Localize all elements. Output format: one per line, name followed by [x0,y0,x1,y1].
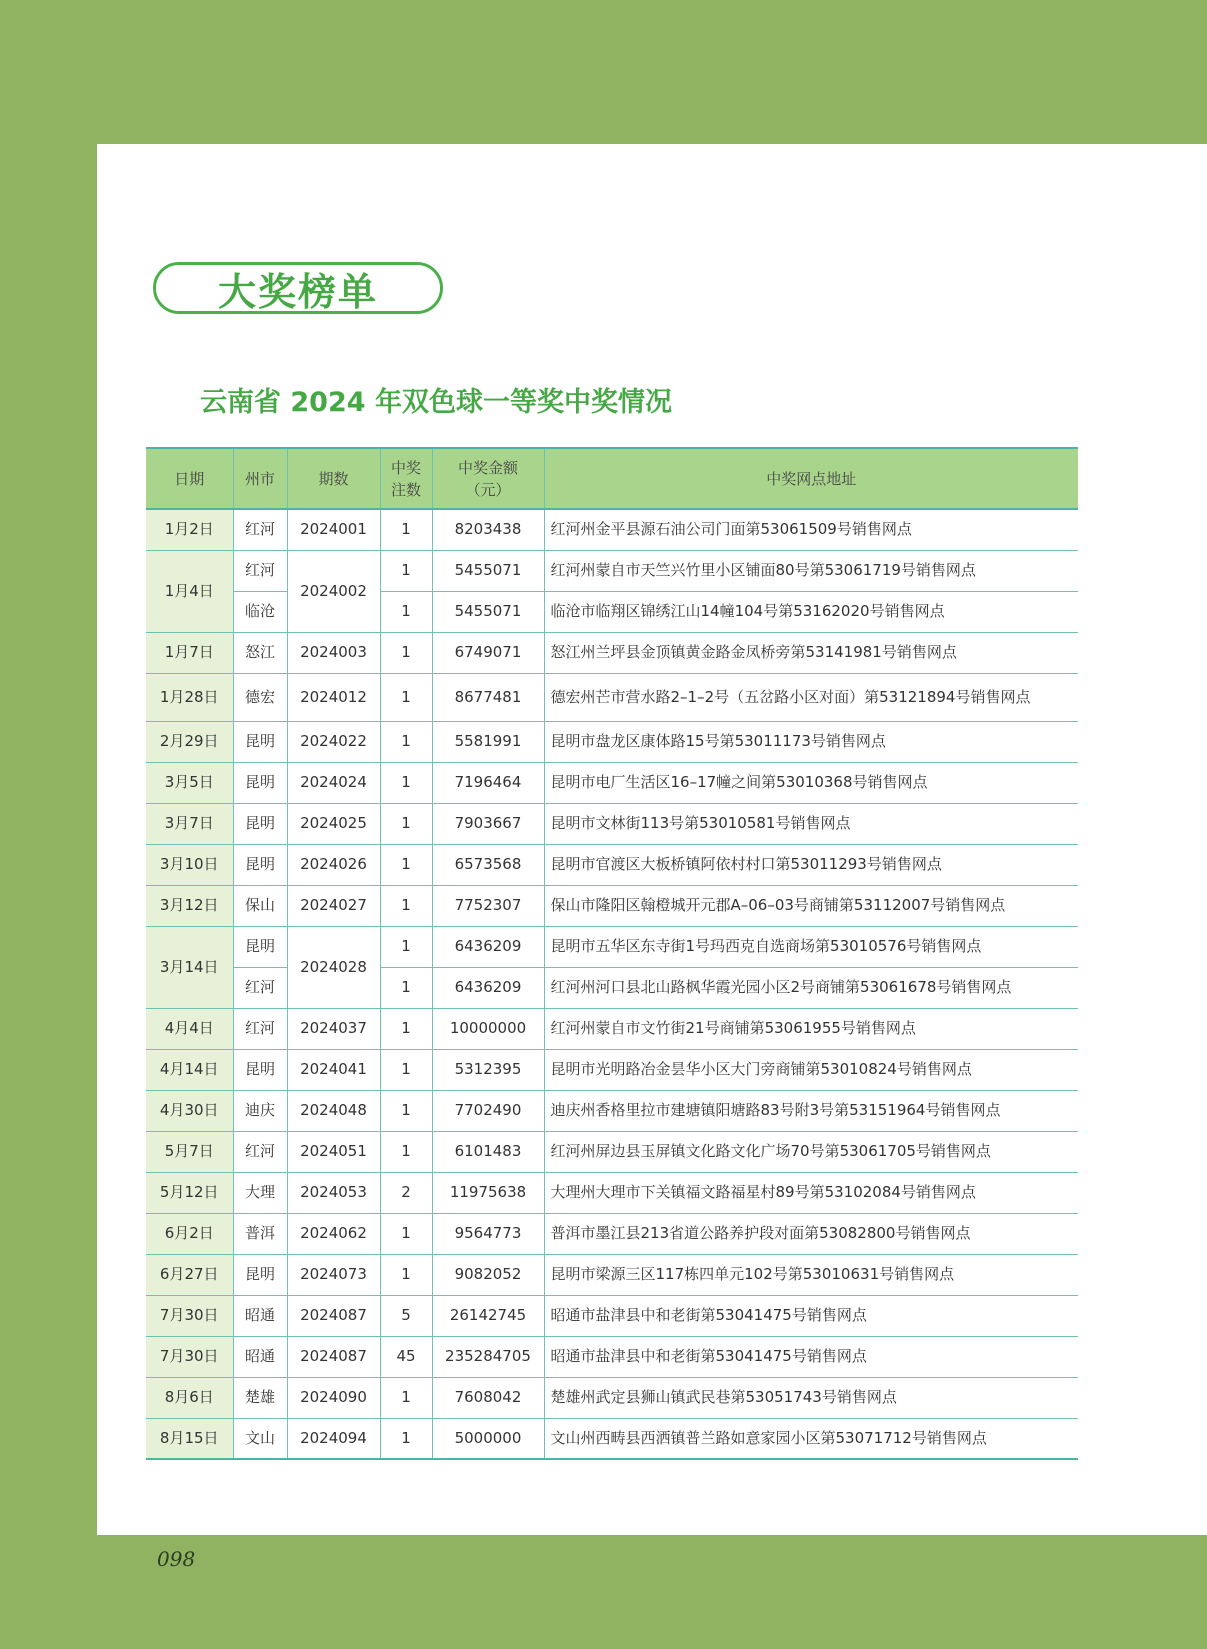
table-row [146,1418,1078,1459]
cell-count: 1 [380,1418,432,1459]
cell-amount: 6101483 [432,1131,544,1172]
cell-address: 昆明市官渡区大板桥镇阿依村村口第53011293号销售网点 [544,844,1078,885]
cell-count: 1 [380,1008,432,1049]
section-badge [153,262,443,314]
table-row [146,1090,1078,1131]
cell-address: 怒江州兰坪县金顶镇黄金路金凤桥旁第53141981号销售网点 [544,632,1078,673]
cell-issue: 2024022 [287,721,380,762]
cell-date: 8月6日 [146,1377,233,1418]
cell-address: 昆明市五华区东寺街1号玛西克自选商场第53010576号销售网点 [544,926,1078,967]
cell-city: 怒江 [233,632,287,673]
cell-count: 1 [380,721,432,762]
cell-amount: 8203438 [432,509,544,550]
cell-date: 1月28日 [146,673,233,721]
cell-amount: 9564773 [432,1213,544,1254]
cell-city: 昆明 [233,803,287,844]
cell-amount: 5455071 [432,591,544,632]
cell-city: 临沧 [233,591,287,632]
cell-address: 德宏州芒市营水路2–1–2号（五岔路小区对面）第53121894号销售网点 [544,673,1078,721]
table-row [146,1049,1078,1090]
cell-count: 1 [380,591,432,632]
cell-amount: 6436209 [432,967,544,1008]
cell-date: 3月14日 [146,926,233,1008]
cell-amount: 6749071 [432,632,544,673]
cell-date: 5月7日 [146,1131,233,1172]
cell-issue: 2024090 [287,1377,380,1418]
table-header-row [146,448,1078,509]
table-row [146,967,1078,1008]
cell-date: 4月30日 [146,1090,233,1131]
cell-city: 红河 [233,1131,287,1172]
cell-city: 昭通 [233,1336,287,1377]
cell-count: 1 [380,926,432,967]
cell-issue: 2024087 [287,1295,380,1336]
header-date: 日期 [146,448,233,509]
cell-count: 1 [380,885,432,926]
cell-date: 4月14日 [146,1049,233,1090]
cell-address: 文山州西畴县西洒镇普兰路如意家园小区第53071712号销售网点 [544,1418,1078,1459]
cell-amount: 11975638 [432,1172,544,1213]
cell-amount: 8677481 [432,673,544,721]
table-row [146,1336,1078,1377]
cell-issue: 2024051 [287,1131,380,1172]
cell-amount: 235284705 [432,1336,544,1377]
cell-city: 红河 [233,550,287,591]
header-amount-line1: 中奖金额 [457,458,518,477]
table-row [146,885,1078,926]
cell-amount: 5000000 [432,1418,544,1459]
cell-issue: 2024041 [287,1049,380,1090]
header-winners [380,448,432,509]
cell-city: 德宏 [233,673,287,721]
cell-city: 楚雄 [233,1377,287,1418]
cell-amount: 5312395 [432,1049,544,1090]
cell-address: 大理州大理市下关镇福文路福星村89号第53102084号销售网点 [544,1172,1078,1213]
cell-date: 3月7日 [146,803,233,844]
cell-city: 昆明 [233,1049,287,1090]
cell-address: 昆明市梁源三区117栋四单元102号第53010631号销售网点 [544,1254,1078,1295]
header-winners-line1: 中奖 [390,458,421,477]
header-issue: 期数 [287,448,380,509]
cell-city: 昆明 [233,1254,287,1295]
cell-issue: 2024028 [287,926,380,1008]
cell-address: 迪庆州香格里拉市建塘镇阳塘路83号附3号第53151964号销售网点 [544,1090,1078,1131]
cell-date: 2月29日 [146,721,233,762]
cell-address: 红河州蒙自市文竹街21号商铺第53061955号销售网点 [544,1008,1078,1049]
cell-count: 1 [380,1254,432,1295]
table-row [146,721,1078,762]
cell-date: 6月2日 [146,1213,233,1254]
cell-issue: 2024053 [287,1172,380,1213]
cell-city: 保山 [233,885,287,926]
cell-count: 1 [380,673,432,721]
cell-amount: 7608042 [432,1377,544,1418]
cell-address: 临沧市临翔区锦绣江山14幢104号第53162020号销售网点 [544,591,1078,632]
table-row [146,762,1078,803]
table-row [146,509,1078,550]
cell-date: 4月4日 [146,1008,233,1049]
cell-date: 6月27日 [146,1254,233,1295]
cell-date: 1月7日 [146,632,233,673]
table-row [146,673,1078,721]
table-row [146,1131,1078,1172]
cell-amount: 5455071 [432,550,544,591]
cell-count: 1 [380,762,432,803]
table-row [146,550,1078,591]
cell-amount: 26142745 [432,1295,544,1336]
table-row [146,591,1078,632]
cell-amount: 5581991 [432,721,544,762]
table-row [146,803,1078,844]
cell-issue: 2024002 [287,550,380,632]
cell-date: 1月2日 [146,509,233,550]
cell-address: 昆明市盘龙区康体路15号第53011173号销售网点 [544,721,1078,762]
cell-issue: 2024087 [287,1336,380,1377]
header-winners-line2: 注数 [390,480,421,499]
cell-address: 普洱市墨江县213省道公路养护段对面第53082800号销售网点 [544,1213,1078,1254]
cell-city: 昭通 [233,1295,287,1336]
cell-issue: 2024025 [287,803,380,844]
cell-date: 5月12日 [146,1172,233,1213]
cell-address: 昆明市电厂生活区16–17幢之间第53010368号销售网点 [544,762,1078,803]
cell-count: 1 [380,1213,432,1254]
table-row [146,1008,1078,1049]
cell-date: 3月5日 [146,762,233,803]
cell-count: 1 [380,1377,432,1418]
cell-issue: 2024062 [287,1213,380,1254]
header-address: 中奖网点地址 [544,448,1078,509]
cell-address: 昆明市光明路冶金昙华小区大门旁商铺第53010824号销售网点 [544,1049,1078,1090]
cell-count: 1 [380,803,432,844]
table-row [146,1377,1078,1418]
table-row [146,1172,1078,1213]
cell-date: 1月4日 [146,550,233,632]
cell-city: 红河 [233,509,287,550]
cell-city: 昆明 [233,926,287,967]
cell-address: 昭通市盐津县中和老街第53041475号销售网点 [544,1336,1078,1377]
cell-amount: 7752307 [432,885,544,926]
table-row [146,1295,1078,1336]
cell-address: 昭通市盐津县中和老街第53041475号销售网点 [544,1295,1078,1336]
cell-amount: 7196464 [432,762,544,803]
cell-city: 大理 [233,1172,287,1213]
cell-address: 红河州蒙自市天竺兴竹里小区铺面80号第53061719号销售网点 [544,550,1078,591]
cell-city: 昆明 [233,762,287,803]
cell-date: 7月30日 [146,1336,233,1377]
cell-city: 文山 [233,1418,287,1459]
cell-amount: 6573568 [432,844,544,885]
cell-address: 红河州金平县源石油公司门面第53061509号销售网点 [544,509,1078,550]
cell-city: 迪庆 [233,1090,287,1131]
cell-issue: 2024024 [287,762,380,803]
cell-amount: 10000000 [432,1008,544,1049]
table-row [146,844,1078,885]
table-row [146,926,1078,967]
cell-count: 45 [380,1336,432,1377]
cell-city: 普洱 [233,1213,287,1254]
cell-count: 5 [380,1295,432,1336]
cell-address: 红河州河口县北山路枫华霞光园小区2号商铺第53061678号销售网点 [544,967,1078,1008]
cell-address: 昆明市文林街113号第53010581号销售网点 [544,803,1078,844]
cell-date: 3月10日 [146,844,233,885]
table-row [146,1254,1078,1295]
cell-date: 3月12日 [146,885,233,926]
cell-count: 1 [380,632,432,673]
cell-amount: 7903667 [432,803,544,844]
cell-count: 1 [380,1090,432,1131]
cell-issue: 2024027 [287,885,380,926]
header-amount [432,448,544,509]
cell-count: 1 [380,509,432,550]
cell-city: 昆明 [233,721,287,762]
cell-issue: 2024094 [287,1418,380,1459]
cell-issue: 2024001 [287,509,380,550]
cell-address: 保山市隆阳区翰橙城开元郡A–06–03号商铺第53112007号销售网点 [544,885,1078,926]
cell-issue: 2024073 [287,1254,380,1295]
cell-city: 红河 [233,1008,287,1049]
cell-count: 1 [380,844,432,885]
cell-count: 1 [380,550,432,591]
header-city: 州市 [233,448,287,509]
cell-issue: 2024003 [287,632,380,673]
cell-issue: 2024026 [287,844,380,885]
cell-issue: 2024012 [287,673,380,721]
cell-amount: 7702490 [432,1090,544,1131]
cell-city: 昆明 [233,844,287,885]
cell-count: 1 [380,1049,432,1090]
table-row [146,632,1078,673]
header-amount-line2: （元） [465,480,511,499]
cell-issue: 2024048 [287,1090,380,1131]
cell-address: 楚雄州武定县狮山镇武民巷第53051743号销售网点 [544,1377,1078,1418]
cell-count: 2 [380,1172,432,1213]
table-row [146,1213,1078,1254]
cell-city: 红河 [233,967,287,1008]
cell-count: 1 [380,967,432,1008]
cell-date: 8月15日 [146,1418,233,1459]
page-number: 098 [157,1547,196,1571]
page-subtitle: 云南省 2024 年双色球一等奖中奖情况 [200,387,672,418]
cell-issue: 2024037 [287,1008,380,1049]
awards-table [146,447,1078,1460]
cell-amount: 9082052 [432,1254,544,1295]
cell-date: 7月30日 [146,1295,233,1336]
cell-count: 1 [380,1131,432,1172]
cell-address: 红河州屏边县玉屏镇文化路文化广场70号第53061705号销售网点 [544,1131,1078,1172]
badge-title: 大奖榜单 [217,268,378,314]
cell-amount: 6436209 [432,926,544,967]
